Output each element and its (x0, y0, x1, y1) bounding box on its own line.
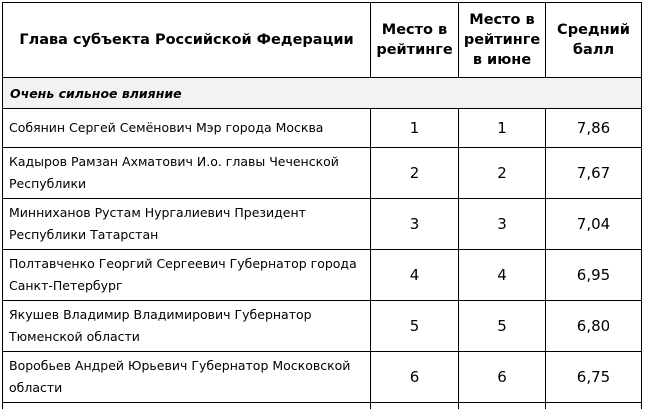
score-cell: 7,04 (546, 199, 642, 250)
header-score: Средний балл (546, 3, 642, 78)
table-header (3, 3, 642, 78)
table-row (3, 109, 642, 148)
governor-name: Воробьев Андрей Юрьевич Губернатор Московской области (3, 352, 371, 403)
score-cell: 6,75 (546, 352, 642, 403)
table-row (3, 352, 642, 403)
governor-name: Полтавченко Георгий Сергеевич Губернатор города Санкт-Петербург (3, 250, 371, 301)
header-place-june: Место в рейтинге в июне (459, 3, 546, 78)
section-title: Очень сильное влияние (3, 78, 642, 109)
score-cell: 6,95 (546, 250, 642, 301)
place-cell: 5 (371, 301, 459, 352)
place-cell: 1 (371, 109, 459, 148)
place-cell: 4 (371, 250, 459, 301)
empty-cell (3, 403, 371, 409)
table-row (3, 250, 642, 301)
place-cell: 3 (371, 199, 459, 250)
table-row-cut-off (3, 403, 642, 409)
score-cell: 7,86 (546, 109, 642, 148)
governor-name: Якушев Владимир Владимирович Губернатор Тюменской области (3, 301, 371, 352)
score-cell: 6,80 (546, 301, 642, 352)
header-name: Глава субъекта Российской Федерации (3, 3, 371, 78)
place-june-cell: 2 (459, 148, 546, 199)
empty-cell (459, 403, 546, 409)
place-june-cell: 6 (459, 352, 546, 403)
place-cell: 2 (371, 148, 459, 199)
table-row (3, 199, 642, 250)
table-row (3, 148, 642, 199)
empty-cell (546, 403, 642, 409)
place-cell: 6 (371, 352, 459, 403)
empty-cell (371, 403, 459, 409)
place-june-cell: 4 (459, 250, 546, 301)
place-june-cell: 5 (459, 301, 546, 352)
governor-name: Минниханов Рустам Нургалиевич Президент Республики Татарстан (3, 199, 371, 250)
section-row (3, 78, 642, 109)
place-june-cell: 1 (459, 109, 546, 148)
governor-name: Кадыров Рамзан Ахматович И.о. главы Чеченской Республики (3, 148, 371, 199)
governor-name: Собянин Сергей Семёнович Мэр города Москва (3, 109, 371, 148)
score-cell: 7,67 (546, 148, 642, 199)
header-place: Место в рейтинге (371, 3, 459, 78)
place-june-cell: 3 (459, 199, 546, 250)
table-row (3, 301, 642, 352)
rating-table (2, 2, 642, 409)
